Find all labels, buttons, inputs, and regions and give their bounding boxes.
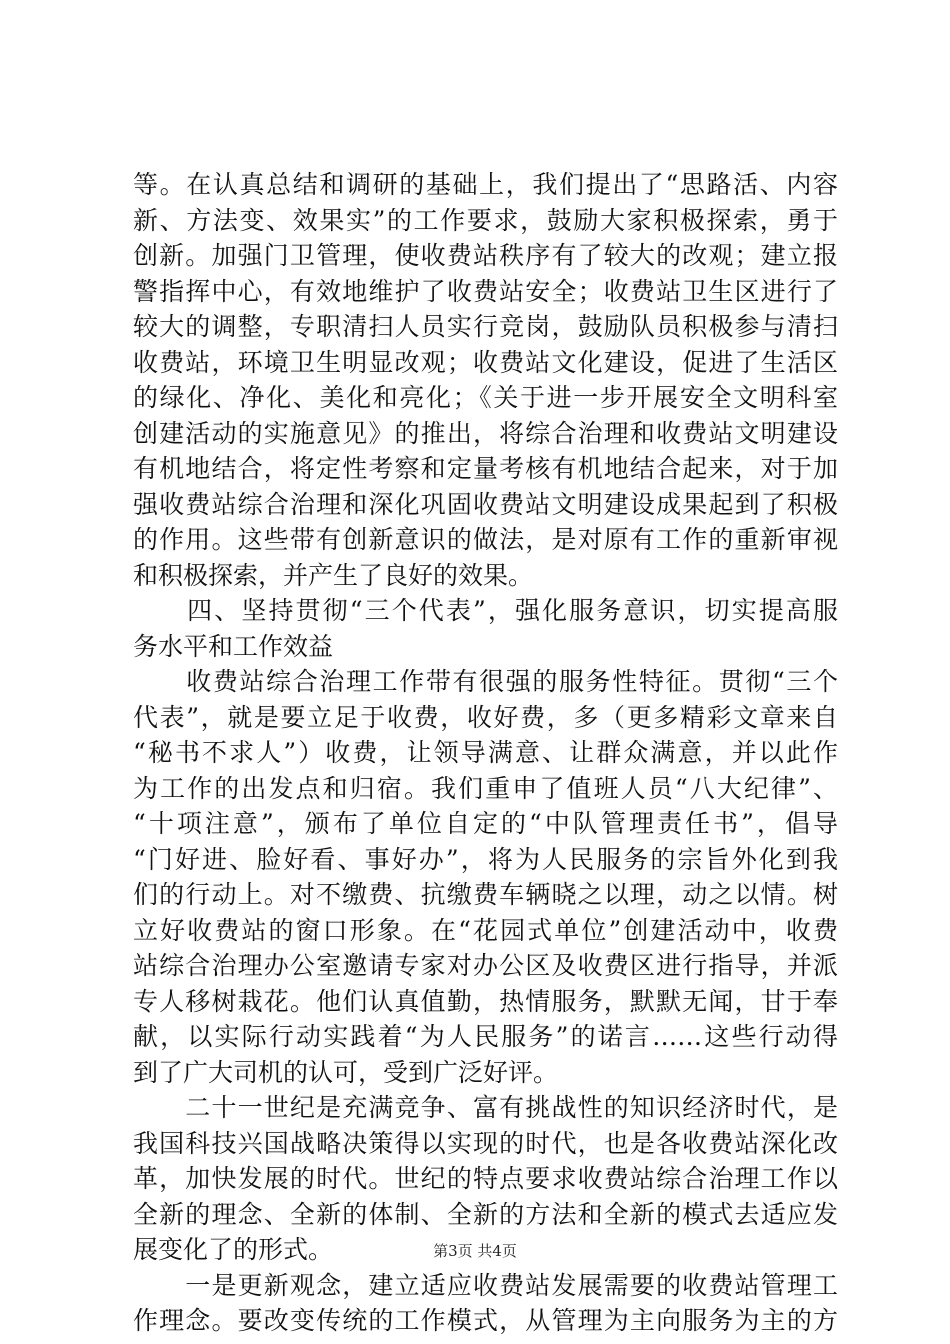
text-line: 创建活动的实施意见》的推出，将综合治理和收费站文明建设 bbox=[133, 418, 838, 448]
text-line: 到了广大司机的认可，受到广泛好评。 bbox=[133, 1057, 559, 1087]
text-line: 们的行动上。对不缴费、抗缴费车辆晓之以理，动之以情。树 bbox=[133, 880, 838, 909]
text-line: 作理念。要改变传统的工作模式，从管理为主向服务为主的方 bbox=[133, 1306, 838, 1335]
text-line: 四、坚持贯彻“三个代表”，强化服务意识，切实提高服 bbox=[133, 596, 838, 625]
text-line: 一是更新观念，建立适应收费站发展需要的收费站管理工 bbox=[133, 1270, 838, 1300]
text-line: 和积极探索，并产生了良好的效果。 bbox=[133, 560, 534, 590]
text-line: 革，加快发展的时代。世纪的特点要求收费站综合治理工作以 bbox=[133, 1164, 838, 1193]
text-line: 全新的理念、全新的体制、全新的方法和全新的模式去适应发 bbox=[133, 1199, 838, 1229]
text-line: 强收费站综合治理和深化巩固收费站文明建设成果起到了积极 bbox=[133, 489, 838, 519]
text-line: 二十一世纪是充满竞争、富有挑战性的知识经济时代，是 bbox=[133, 1093, 838, 1122]
text-line: “十项注意”，颁布了单位自定的“中队管理责任书”，倡导 bbox=[133, 809, 838, 838]
text-line: 站综合治理办公室邀请专家对办公区及收费区进行指导，并派 bbox=[133, 951, 838, 980]
text-line: 等。在认真总结和调研的基础上，我们提出了“思路活、内容 bbox=[133, 170, 838, 199]
page-footer: 第3页 共4页 bbox=[433, 1242, 517, 1260]
text-line: 创新。加强门卫管理，使收费站秩序有了较大的改观；建立报 bbox=[133, 241, 838, 270]
text-line: 为工作的出发点和归宿。我们重申了值班人员“八大纪律”、 bbox=[133, 773, 838, 803]
text-line: 收费站综合治理工作带有很强的服务性特征。贯彻“三个 bbox=[133, 667, 838, 696]
text-line: 我国科技兴国战略决策得以实现的时代，也是各收费站深化改 bbox=[133, 1128, 838, 1158]
text-line: 专人移树栽花。他们认真值勤，热情服务，默默无闻，甘于奉 bbox=[133, 986, 838, 1016]
text-line: 收费站，环境卫生明显改观；收费站文化建设，促进了生活区 bbox=[133, 347, 838, 377]
text-line: 务水平和工作效益 bbox=[133, 631, 334, 661]
text-line: 展变化了的形式。 bbox=[133, 1235, 334, 1264]
text-line: “门好进、脸好看、事好办”，将为人民服务的宗旨外化到我 bbox=[133, 844, 838, 874]
text-line: 献，以实际行动实践着“为人民服务”的诺言……这些行动得 bbox=[133, 1022, 838, 1051]
text-line: 有机地结合，将定性考察和定量考核有机地结合起来，对于加 bbox=[133, 454, 838, 483]
text-line: 的绿化、净化、美化和亮化；《关于进一步开展安全文明科室 bbox=[133, 383, 838, 412]
text-line: 的作用。这些带有创新意识的做法，是对原有工作的重新审视 bbox=[133, 525, 838, 554]
text-line: 警指挥中心，有效地维护了收费站安全；收费站卫生区进行了 bbox=[133, 276, 838, 306]
text-line: 代表”，就是要立足于收费，收好费，多（更多精彩文章来自 bbox=[133, 702, 838, 732]
text-line: 立好收费站的窗口形象。在“花园式单位”创建活动中，收费 bbox=[133, 915, 838, 945]
document-body bbox=[133, 167, 838, 1339]
text-line: 新、方法变、效果实”的工作要求，鼓励大家积极探索，勇于 bbox=[133, 205, 838, 235]
text-line: “秘书不求人”）收费，让领导满意、让群众满意，并以此作 bbox=[133, 738, 838, 767]
text-line: 较大的调整，专职清扫人员实行竞岗，鼓励队员积极参与清扫 bbox=[133, 312, 838, 341]
